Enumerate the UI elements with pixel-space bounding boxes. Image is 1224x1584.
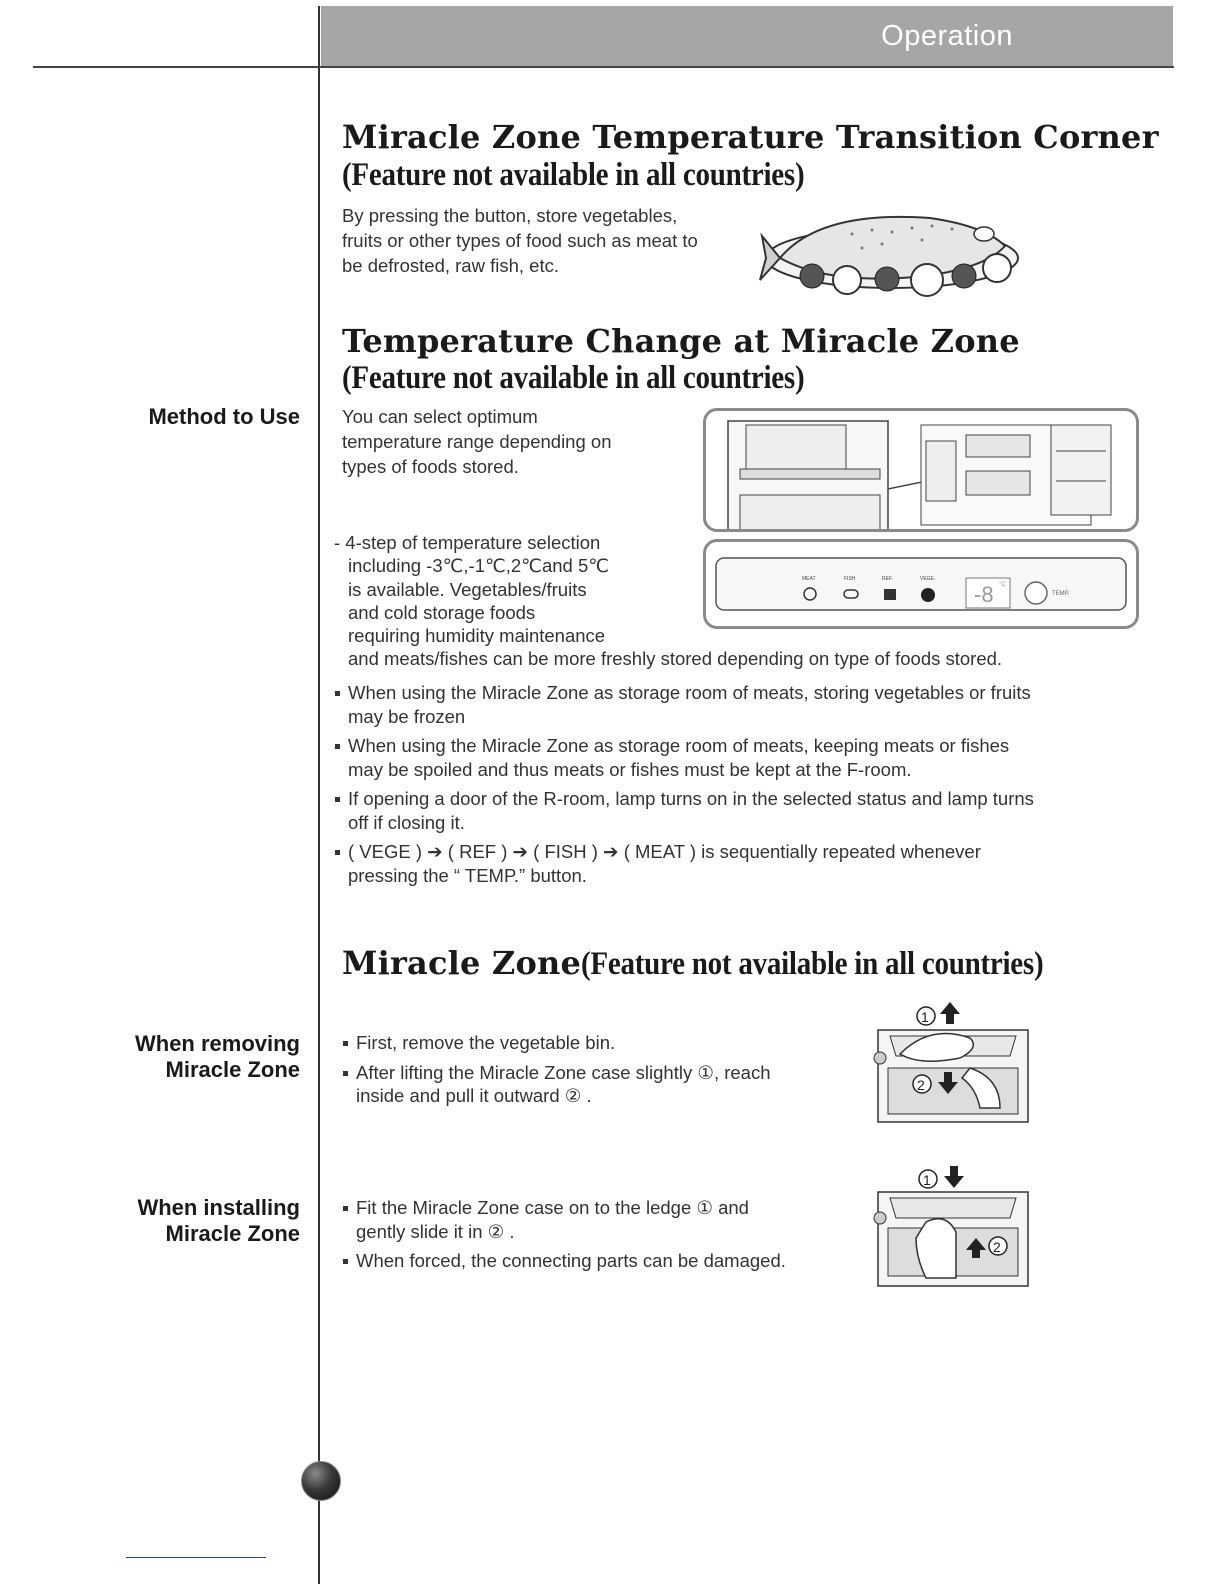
section1-title: Miracle Zone Temperature Transition Corner	[342, 118, 1159, 156]
header-title: Operation	[881, 20, 1013, 52]
section2-bullets	[334, 681, 1094, 893]
section1-text: By pressing the button, store vegetables, fruits or other types of food such as meat to be defrosted, raw fish, etc.	[342, 205, 698, 276]
section3-subtitle: (Feature not available in all countries)	[581, 946, 1044, 982]
temperature-steps: - 4-step of temperature selection including -3℃,-1℃,2℃and 5℃ is available. Vegetables/fruits and cold storage foods requiring humidity maintenance and meats/fishes can be more freshly stored depending on type of foods stored.	[334, 532, 1003, 670]
list-item: When forced, the connecting parts can be damaged.	[342, 1249, 842, 1273]
section3-heading	[342, 944, 1106, 983]
temp-button[interactable]	[1025, 582, 1047, 604]
temp-button-label: TEMP.	[1052, 591, 1070, 597]
installing-steps	[342, 1196, 842, 1279]
list-item: When using the Miracle Zone as storage room of meats, keeping meats or fishes may be spoiled and thus meats or fishes must be kept at the F-room.	[334, 734, 1094, 781]
list-item: ( VEGE ) ➔ ( REF ) ➔ ( FISH ) ➔ ( MEAT ) is sequentially repeated whenever pressing the “ TEMP.” button.	[334, 840, 1094, 887]
step-one-marker: 1	[921, 1009, 929, 1025]
step-one-marker: 1	[923, 1172, 931, 1188]
removing-label: When removing Miracle Zone	[134, 1031, 300, 1082]
list-item: After lifting the Miracle Zone case slightly ①, reach inside and pull it outward ② .	[342, 1061, 822, 1108]
vertical-divider	[318, 6, 320, 1584]
temp-display: -8	[974, 582, 994, 607]
removing-steps	[342, 1031, 822, 1114]
fish-platter-illustration	[752, 196, 1060, 312]
installing-label: When installing Miracle Zone	[137, 1195, 300, 1246]
ref-label: REF.	[882, 576, 893, 582]
footer-link-line	[126, 1557, 266, 1558]
step-two-marker: 2	[917, 1077, 925, 1093]
list-item: When using the Miracle Zone as storage room of meats, storing vegetables or fruits may be frozen	[334, 681, 1094, 728]
list-item: If opening a door of the R-room, lamp turns on in the selected status and lamp turns off if closing it.	[334, 787, 1094, 834]
section2-subtitle: (Feature not available in all countries)	[342, 360, 805, 396]
fridge-interior-illustration	[703, 408, 1139, 532]
arrow-down-icon	[944, 1166, 964, 1188]
header-divider	[33, 66, 1174, 68]
remove-miracle-zone-illustration	[870, 998, 1035, 1128]
section1-subtitle: (Feature not available in all countries)	[342, 157, 805, 193]
temp-unit: °C	[999, 582, 1006, 588]
section2-title: Temperature Change at Miracle Zone	[342, 322, 1020, 360]
section3-title: Miracle Zone	[342, 944, 582, 982]
meat-label: MEAT	[802, 576, 816, 582]
section2-intro: You can select optimum temperature range depending on types of foods stored.	[342, 406, 612, 477]
install-miracle-zone-illustration	[870, 1162, 1035, 1292]
list-item: Fit the Miracle Zone case on to the ledge ① and gently slide it in ② .	[342, 1196, 842, 1243]
method-to-use-label: Method to Use	[148, 404, 300, 429]
page-marker-dot	[301, 1461, 341, 1501]
list-item: First, remove the vegetable bin.	[342, 1031, 822, 1055]
fish-label: FISH	[844, 576, 856, 582]
step-two-marker: 2	[993, 1239, 1001, 1255]
header-bar	[321, 6, 1173, 66]
vege-label: VEGE.	[920, 576, 936, 582]
arrow-up-icon	[940, 1002, 960, 1024]
